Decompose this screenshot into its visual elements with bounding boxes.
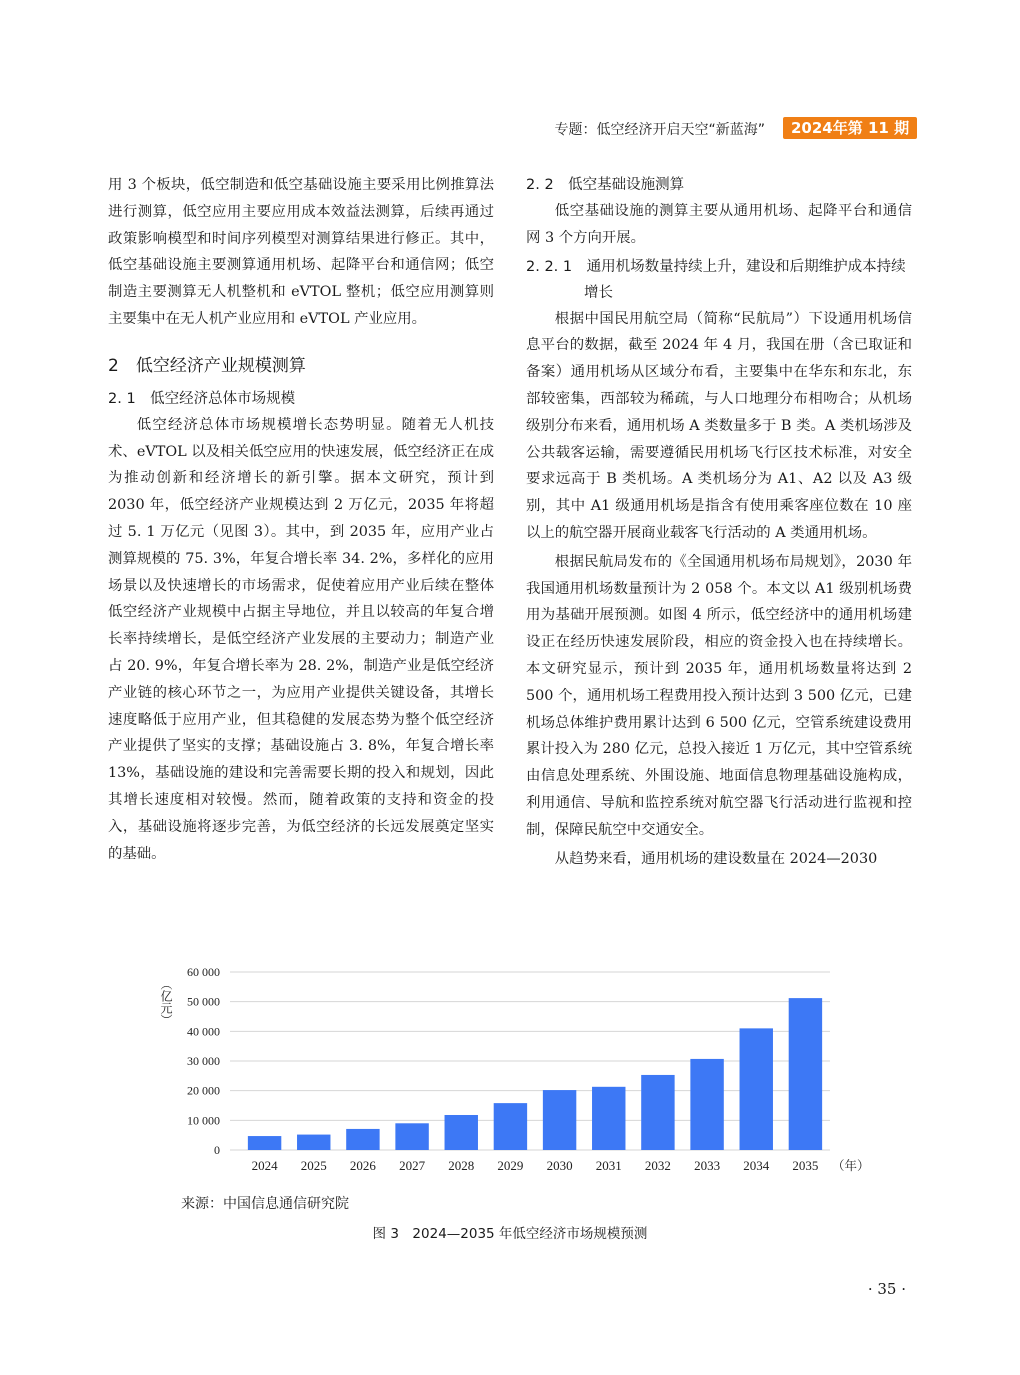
x-tick-label: 2027 (399, 1158, 426, 1173)
right-paragraph-3: 根据民航局发布的《全国通用机场布局规划》，2030 年我国通用机场数量预计为 2 058 个。本文以 A1 级别机场费用为基础开展预测。如图 4 所示，低空经济中的通用机场建设正在经历快速发展阶段，相应的资金投入也在持续增长。本文研究显示，预计到 2035 年，通用机场数量将达到 2 500 个，通用机场工程费用投入预计达到 3 500 亿元，已建机场总体维护费用累计达到 6 500 亿元，空管系统建设费用累计投入为 280 亿元，总投入接近 1 万亿元，其中空管系统由信息处理系统、外围设施、地面信息物理基础设施构成，利用通信、导航和监控系统对航空器飞行活动进行监视和控制，保障民航空中交通安全。 (526, 553, 912, 838)
y-tick-label: 0 (214, 1143, 220, 1157)
bar-2032 (641, 1075, 674, 1150)
x-tick-label: 2029 (497, 1158, 524, 1173)
right-column (526, 172, 912, 872)
bar-2034 (740, 1028, 773, 1150)
y-tick-label: 50 000 (187, 994, 220, 1009)
running-header (0, 117, 1020, 141)
bar-2035 (789, 998, 822, 1150)
x-tick-label: 2031 (595, 1158, 622, 1173)
issue-badge: 2024年第 11 期 (783, 117, 917, 139)
section-2-1-heading: 2. 1 低空经济总体市场规模 (108, 390, 296, 407)
x-tick-label: 2030 (546, 1158, 573, 1173)
left-paragraph-2: 低空经济总体市场规模增长态势明显。随着无人机技术、eVTOL 以及相关低空应用的快速发展，低空经济正在成为推动创新和经济增长的新引擎。据本文研究，预计到 2030 年，低空经济产业规模达到 2 万亿元，2035 年将超过 5. 1 万亿元（见图 3）。其中，到 2035 年，应用产业占测算规模的 75. 3%，年复合增长率 34. 2%，多样化的应用场景以及快速增长的市场需求，促使着应用产业后续在整体低空经济产业规模中占据主导地位，并且以较高的年复合增长率持续增长，是低空经济产业发展的主要动力；制造产业占 20. 9%，年复合增长率为 28. 2%，制造产业是低空经济产业链的核心环节之一，为应用产业提供关键设备，其增长速度略低于应用产业，但其稳健的发展态势为整个低空经济产业提供了坚实的支撑；基础设施占 3. 8%，年复合增长率 13%，基础设施的建设和完善需要长期的投入和规划，因此其增长速度相对较慢。然而，随着政策的支持和资金的投入，基础设施将逐步完善，为低空经济的长远发展奠定坚实的基础。 (108, 416, 494, 862)
market-size-chart (150, 960, 870, 1180)
bar-2031 (592, 1087, 625, 1150)
x-tick-label: 2032 (644, 1158, 671, 1173)
section-2-2-1-heading: 2. 2. 1 通用机场数量持续上升，建设和后期维护成本持续增长 (526, 258, 906, 301)
bar-2027 (395, 1123, 428, 1150)
section-2-2-heading: 2. 2 低空基础设施测算 (526, 177, 685, 193)
chart-svg (150, 960, 870, 1180)
right-paragraph-2: 根据中国民用航空局（简称“民航局”）下设通用机场信息平台的数据，截至 2024 年 4 月，我国在册（含已取证和备案）通用机场从区域分布看，主要集中在华东和东北，东部较密集，西部较为稀疏，与人口地理分布相吻合；从机场级别分布来看，通用机场 A 类数量多于 B 类。A 类机场涉及公共载客运输，需要遵循民用机场飞行区技术标准，对安全要求远高于 B 类机场。A 类机场分为 A1、A2 以及 A3 级别，其中 A1 级通用机场是指含有使用乘客座位数在 10 座以上的航空器开展商业载客飞行活动的 A 类通用机场。 (526, 310, 912, 541)
bar-2030 (543, 1090, 576, 1150)
x-tick-label: 2026 (349, 1158, 376, 1173)
bar-2024 (248, 1136, 281, 1150)
left-column (108, 172, 494, 867)
bar-2033 (690, 1059, 723, 1150)
y-tick-label: 60 000 (187, 965, 220, 979)
header-topic: 专题：低空经济开启天空“新蓝海” (554, 122, 765, 138)
x-tick-label: 2033 (694, 1158, 721, 1173)
x-tick-label: 2024 (251, 1158, 278, 1173)
x-tick-label: 2034 (743, 1158, 770, 1173)
y-tick-label: 10 000 (187, 1113, 220, 1128)
bar-2026 (346, 1129, 379, 1150)
bar-2028 (445, 1115, 478, 1150)
right-paragraph-4: 从趋势来看，通用机场的建设数量在 2024—2030 (554, 850, 878, 867)
y-tick-label: 40 000 (187, 1024, 220, 1039)
x-tick-label: 2028 (448, 1158, 475, 1173)
figure-caption: 图 3 2024—2035 年低空经济市场规模预测 (372, 1226, 648, 1242)
y-axis-label: （亿元） (159, 978, 173, 1026)
bar-2029 (494, 1103, 527, 1150)
section-2-heading: 2 低空经济产业规模测算 (108, 355, 306, 376)
left-paragraph-1: 用 3 个板块，低空制造和低空基础设施主要采用比例推算法进行测算，低空应用主要应用成本效益法测算，后续再通过政策影响模型和时间序列模型对测算结果进行修正。其中，低空基础设施主要测算通用机场、起降平台和通信网；低空制造主要测算无人机整机和 eVTOL 整机；低空应用测算则主要集中在无人机产业应用和 eVTOL 产业应用。 (108, 177, 494, 327)
right-paragraph-1: 低空基础设施的测算主要从通用机场、起降平台和通信网 3 个方向开展。 (526, 203, 912, 246)
page-number: · 35 · (867, 1280, 906, 1298)
bar-2025 (297, 1135, 330, 1150)
x-axis-label: （年） (832, 1158, 870, 1173)
figure-source: 来源：中国信息通信研究院 (181, 1196, 349, 1212)
y-tick-label: 20 000 (187, 1083, 220, 1098)
x-tick-label: 2035 (792, 1158, 819, 1173)
x-tick-label: 2025 (300, 1158, 327, 1173)
y-tick-label: 30 000 (187, 1054, 220, 1068)
